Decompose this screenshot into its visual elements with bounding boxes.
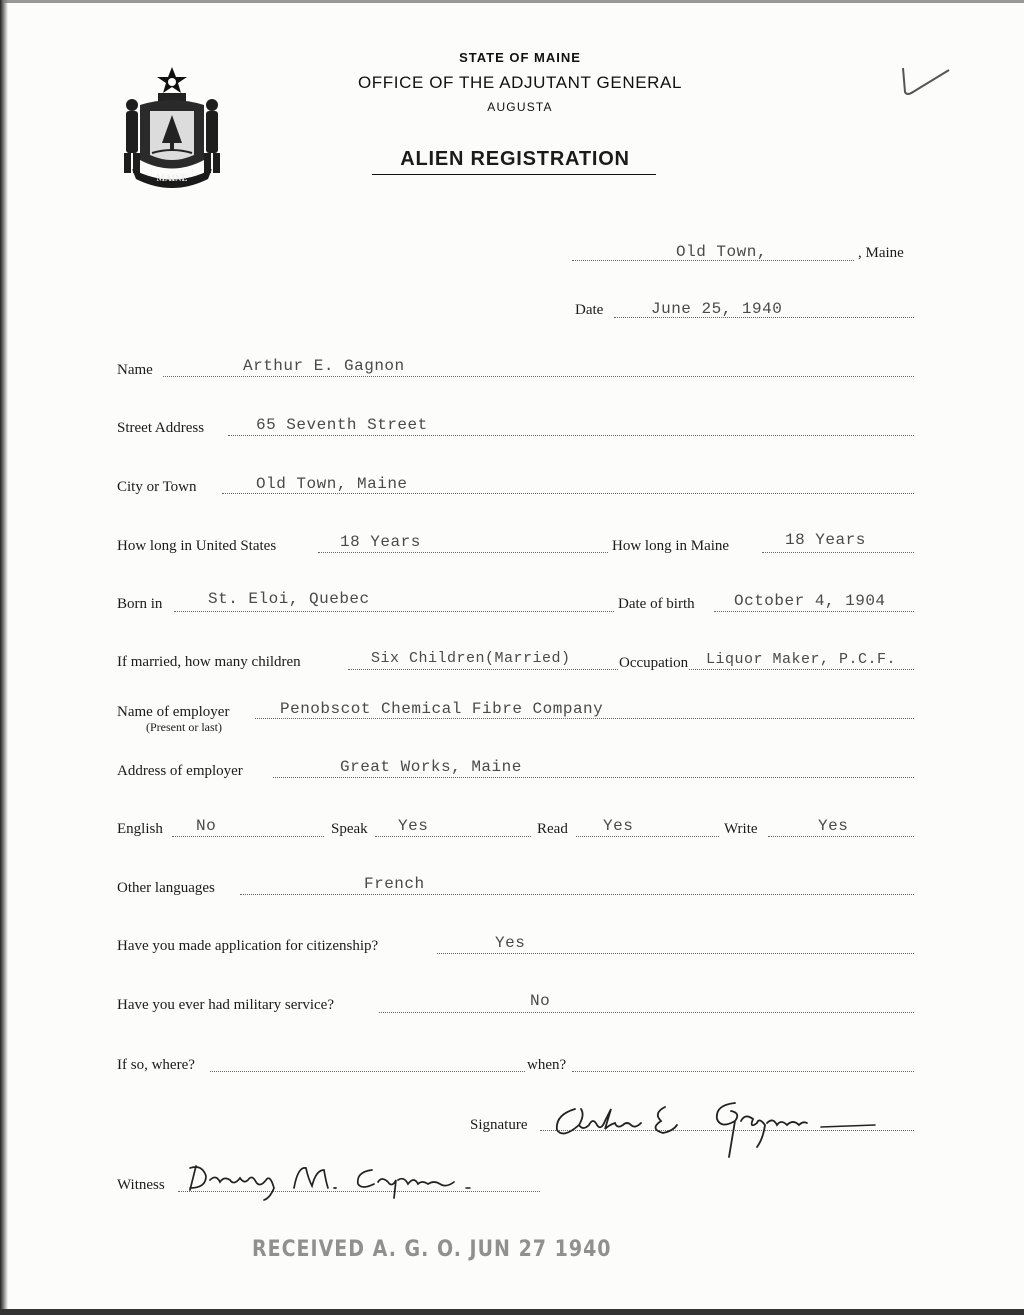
name-value: Arthur E. Gagnon xyxy=(243,357,405,375)
children-label: If married, how many children xyxy=(117,654,301,670)
children-value: Six Children(Married) xyxy=(371,650,571,667)
write-line xyxy=(768,836,914,837)
header-state: STATE OF MAINE xyxy=(459,50,581,65)
read-line xyxy=(576,836,719,837)
write-label: Write xyxy=(724,821,758,837)
military-line xyxy=(379,1012,914,1013)
maine-state-seal-icon xyxy=(118,65,226,190)
dob-value: October 4, 1904 xyxy=(734,592,886,610)
write-value: Yes xyxy=(818,817,849,835)
maine-time-label: How long in Maine xyxy=(612,538,730,554)
scan-edge-bottom xyxy=(0,1309,1024,1315)
received-stamp: RECEIVED A. G. O. JUN 27 1940 xyxy=(252,1236,612,1262)
city-value: Old Town, Maine xyxy=(256,475,408,493)
speak-value: Yes xyxy=(398,817,429,835)
scan-edge-top xyxy=(0,0,1024,3)
scan-edge-left xyxy=(0,0,8,1315)
maine-time-value: 18 Years xyxy=(785,531,866,549)
us-time-line xyxy=(318,552,608,553)
born-value: St. Eloi, Quebec xyxy=(208,590,370,608)
when-label: when? xyxy=(527,1057,567,1073)
us-time-value: 18 Years xyxy=(340,533,421,551)
occupation-value: Liquor Maker, P.C.F. xyxy=(706,651,897,668)
applicant-signature-image xyxy=(545,1095,905,1165)
title-underline xyxy=(372,174,656,175)
employer-sublabel: (Present or last) xyxy=(146,720,222,734)
city-label: City or Town xyxy=(117,479,197,495)
signature-label: Signature xyxy=(470,1117,528,1133)
read-value: Yes xyxy=(603,817,634,835)
place-label: , Maine xyxy=(858,245,904,261)
english-line xyxy=(172,836,324,837)
employer-address-line xyxy=(273,777,914,778)
street-label: Street Address xyxy=(117,420,205,436)
witness-label: Witness xyxy=(117,1177,165,1193)
form-title: ALIEN REGISTRATION xyxy=(400,148,630,170)
date-label: Date xyxy=(575,302,604,318)
citizenship-label: Have you made application for citizenship? xyxy=(117,938,379,954)
where-line xyxy=(210,1071,525,1072)
speak-label: Speak xyxy=(331,821,368,837)
street-line xyxy=(228,435,914,436)
place-value: Old Town, xyxy=(676,243,767,261)
speak-line xyxy=(375,836,531,837)
citizenship-value: Yes xyxy=(495,934,526,952)
when-line xyxy=(572,1071,914,1072)
employer-address-value: Great Works, Maine xyxy=(340,758,522,776)
maine-time-line xyxy=(762,552,914,553)
employer-address-label: Address of employer xyxy=(117,763,243,779)
military-value: No xyxy=(530,992,551,1010)
other-languages-label: Other languages xyxy=(117,880,215,896)
citizenship-line xyxy=(437,953,914,954)
street-value: 65 Seventh Street xyxy=(256,416,428,434)
name-label: Name xyxy=(117,362,153,378)
where-label: If so, where? xyxy=(117,1057,195,1073)
english-value: No xyxy=(196,817,217,835)
dob-line xyxy=(714,611,914,612)
military-label: Have you ever had military service? xyxy=(117,997,334,1013)
header-city: AUGUSTA xyxy=(487,100,553,114)
svg-text:MAINE: MAINE xyxy=(156,173,188,183)
other-languages-line xyxy=(240,894,914,895)
employer-line xyxy=(255,718,914,719)
date-value: June 25, 1940 xyxy=(651,300,783,318)
name-line xyxy=(163,376,914,377)
employer-value: Penobscot Chemical Fibre Company xyxy=(280,700,604,718)
checkmark-icon xyxy=(895,62,955,102)
witness-signature-image xyxy=(182,1158,492,1203)
us-time-label: How long in United States xyxy=(117,538,277,554)
born-line xyxy=(174,611,614,612)
read-label: Read xyxy=(537,821,568,837)
employer-label: Name of employer xyxy=(117,704,230,720)
occupation-label: Occupation xyxy=(619,655,689,671)
english-label: English xyxy=(117,821,163,837)
header-office: OFFICE OF THE ADJUTANT GENERAL xyxy=(357,73,683,92)
other-languages-value: French xyxy=(364,875,425,893)
dob-label: Date of birth xyxy=(618,596,695,612)
born-label: Born in xyxy=(117,596,163,612)
city-line xyxy=(222,493,914,494)
